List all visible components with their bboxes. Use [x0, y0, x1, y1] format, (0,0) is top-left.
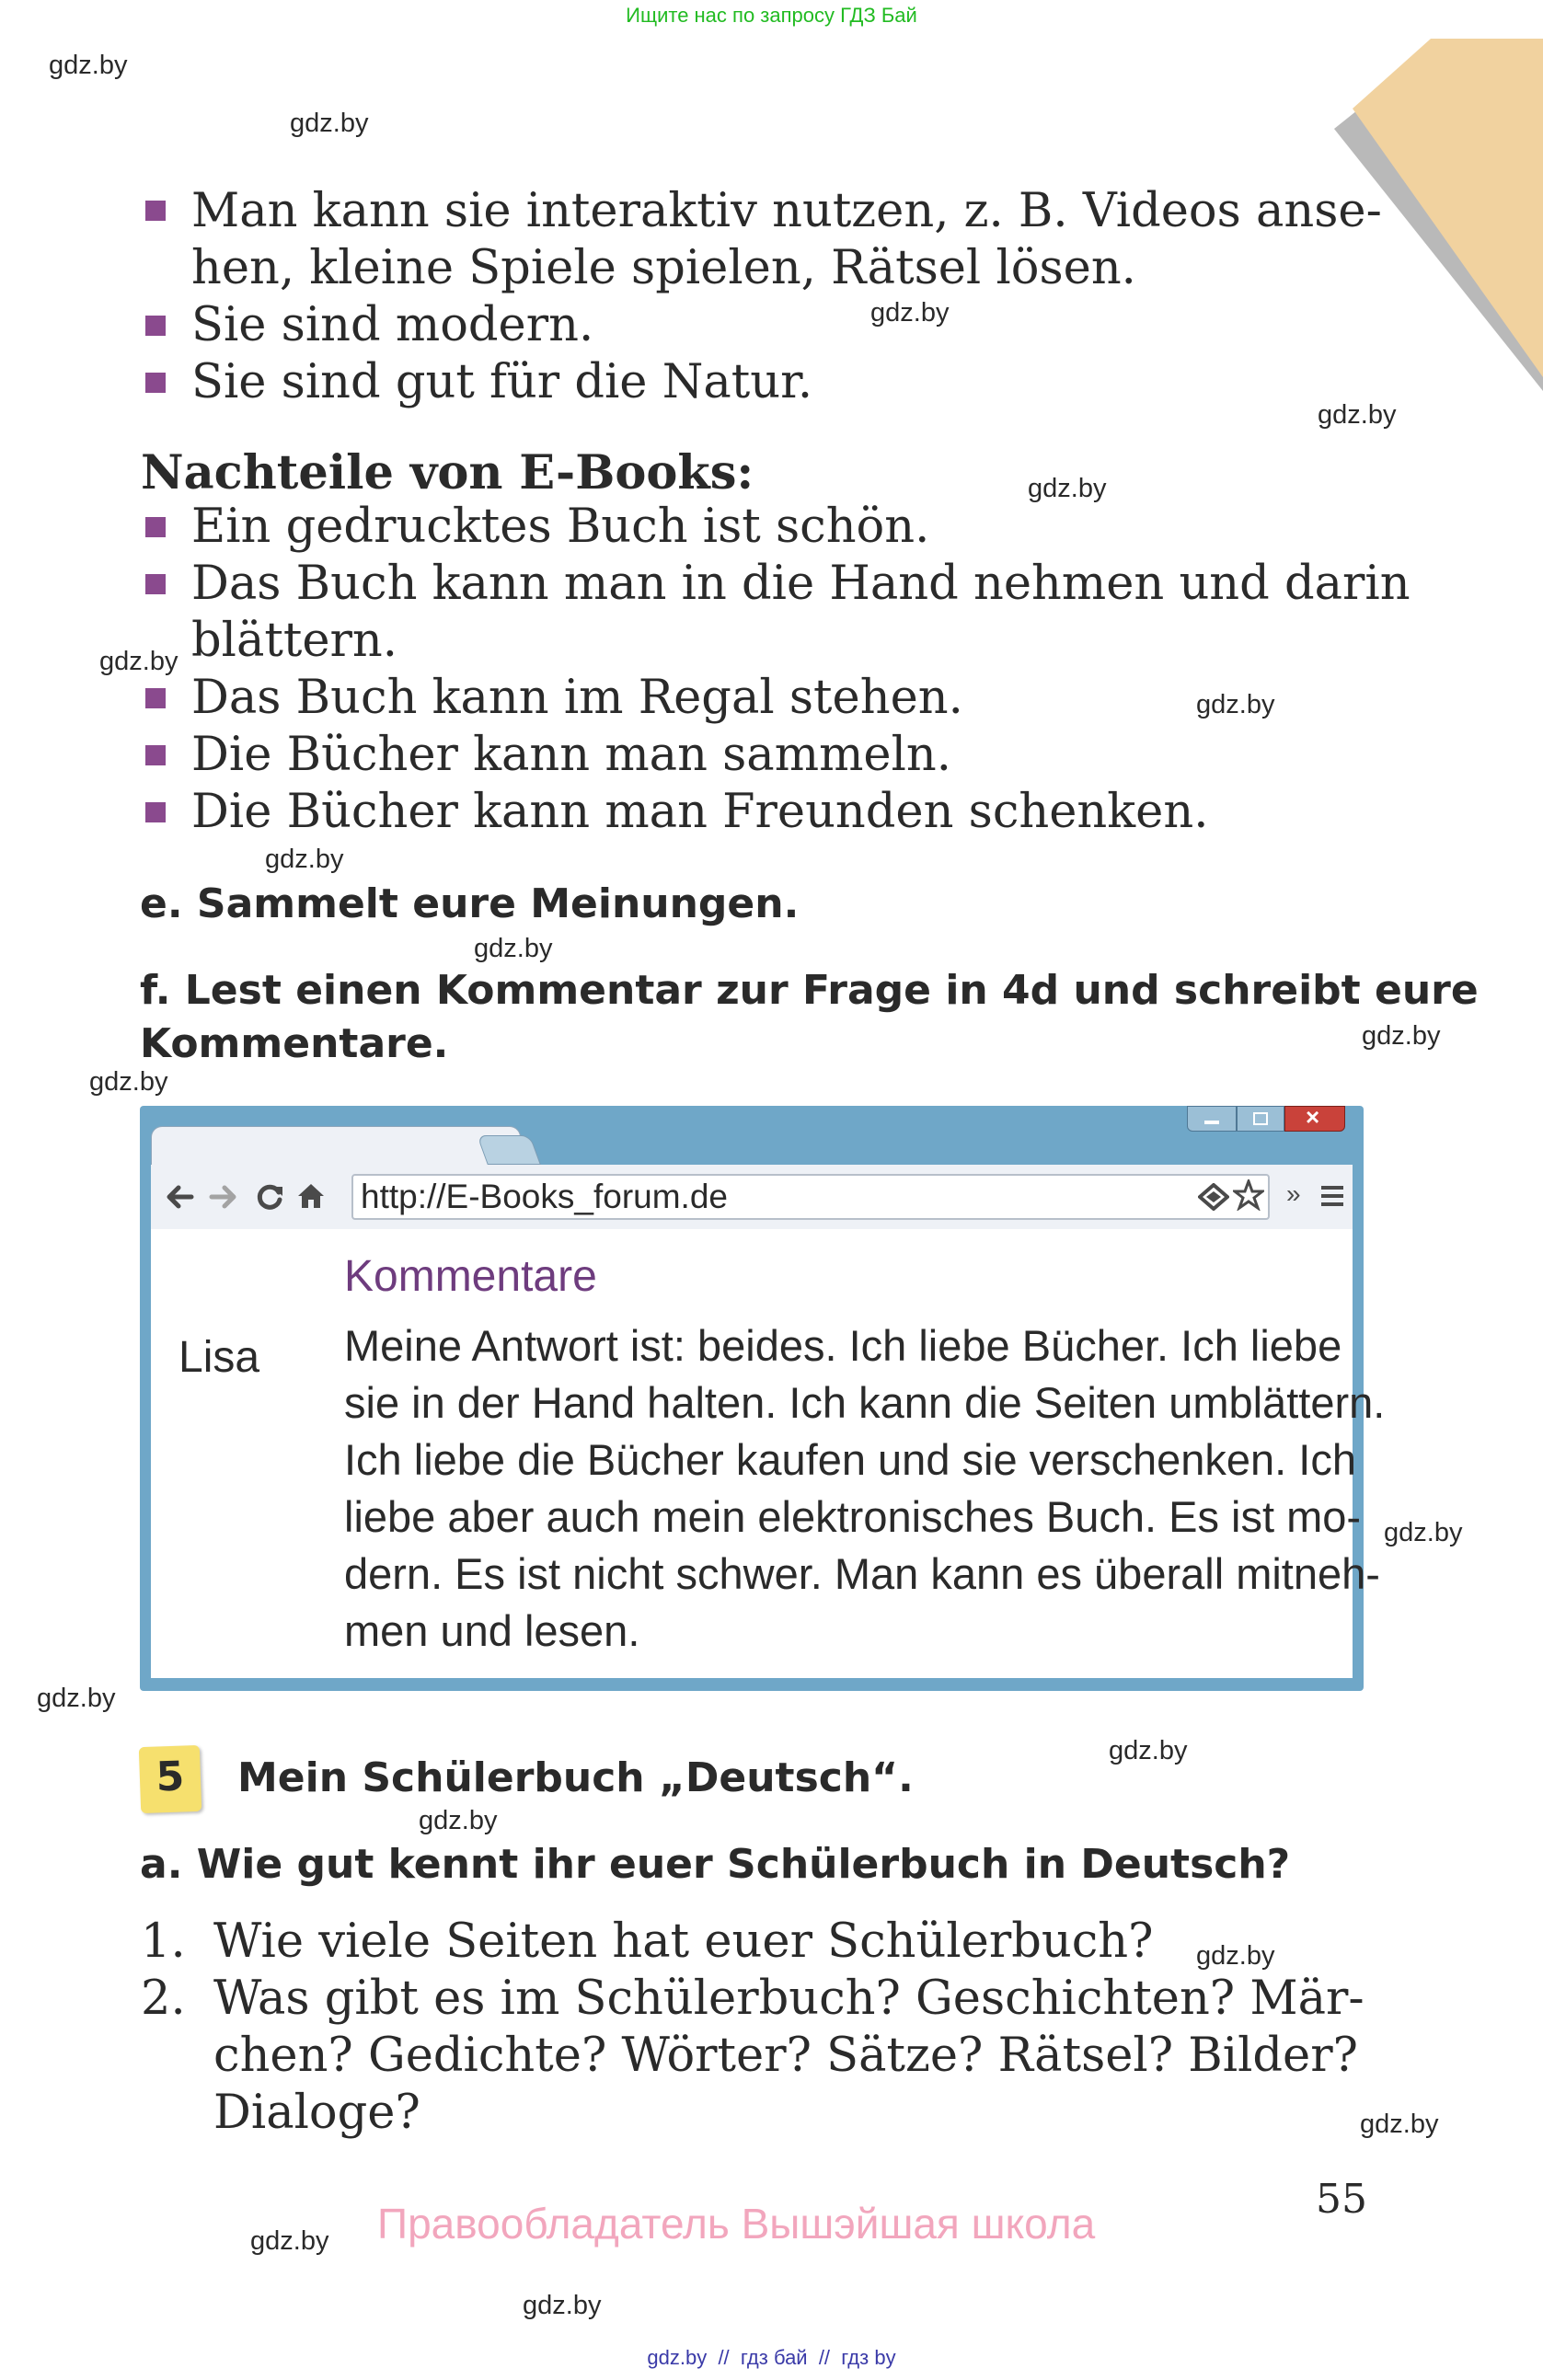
- bullet-square: [145, 574, 166, 594]
- browser-toolbar: [151, 1165, 1353, 1230]
- list-item-line: Die Bücher kann man sammeln.: [191, 728, 951, 782]
- bullet-square: [145, 745, 166, 765]
- watermark: gdz.by: [474, 934, 553, 963]
- bullet-square: [145, 316, 166, 336]
- reload-icon[interactable]: [254, 1181, 285, 1213]
- extensions-chevron-icon[interactable]: »: [1286, 1179, 1301, 1208]
- browser-content: [151, 1229, 1386, 1678]
- bullet-square: [145, 517, 166, 537]
- task-f-line2: Kommentare.: [140, 1020, 449, 1067]
- copyright-notice: Правообладатель Вышэйшая школа: [377, 2200, 1096, 2248]
- watermark: gdz.by: [1362, 1021, 1441, 1051]
- list-item-line: Das Buch kann man in die Hand nehmen und darin: [191, 557, 1411, 611]
- exercise-title: Mein Schülerbuch „Deutsch“.: [237, 1754, 914, 1801]
- address-bar-url: http://E-Books_forum.de: [361, 1178, 728, 1215]
- site-info-icon[interactable]: [1198, 1183, 1229, 1211]
- top-search-note: Ищите нас по запросу ГДЗ Бай: [626, 4, 917, 27]
- question-line: chen? Gedichte? Wörter? Sätze? Rätsel? Bilder?: [213, 2029, 1358, 2083]
- menu-icon[interactable]: [1319, 1183, 1345, 1209]
- watermark: gdz.by: [523, 2291, 602, 2320]
- page-number: 55: [1316, 2176, 1367, 2223]
- list-item-line: Das Buch kann im Regal stehen.: [191, 671, 963, 725]
- watermark: gdz.by: [1196, 1941, 1275, 1971]
- watermark: gdz.by: [89, 1067, 168, 1097]
- comments-title: Kommentare: [344, 1252, 597, 1301]
- comment-line: liebe aber auch mein elektronisches Buch. Es ist mo-: [344, 1492, 1362, 1541]
- exercise-sub-a: a. Wie gut kennt ihr euer Schülerbuch in Deutsch?: [140, 1841, 1291, 1888]
- address-bar[interactable]: [351, 1174, 1270, 1220]
- window-controls: [1187, 1103, 1345, 1133]
- bottom-links[interactable]: gdz.by // гдз бай // гдз by: [647, 2346, 896, 2369]
- watermark: gdz.by: [1384, 1518, 1463, 1547]
- list-item-line: Ein gedrucktes Buch ist schön.: [191, 500, 930, 554]
- home-icon[interactable]: [296, 1181, 326, 1211]
- comment-line: Meine Antwort ist: beides. Ich liebe Bücher. Ich liebe: [344, 1321, 1342, 1370]
- maximize-button[interactable]: [1237, 1106, 1284, 1132]
- list-item-line: Man kann sie interaktiv nutzen, z. B. Videos anse-: [191, 184, 1382, 238]
- watermark: gdz.by: [37, 1684, 116, 1713]
- question-number: 2.: [141, 1972, 186, 2026]
- close-button[interactable]: [1284, 1103, 1345, 1132]
- browser-tab-active[interactable]: [151, 1126, 521, 1166]
- section-heading-nachteile: Nachteile von E-Books:: [141, 445, 754, 500]
- bullet-square: [145, 802, 166, 822]
- watermark: gdz.by: [1196, 690, 1275, 719]
- question-line: Was gibt es im Schülerbuch? Geschichten? Mär-: [213, 1972, 1365, 2026]
- bullet-square: [145, 688, 166, 708]
- star-icon[interactable]: [1233, 1179, 1264, 1211]
- watermark: gdz.by: [1109, 1736, 1188, 1765]
- comment-line: men und lesen.: [344, 1606, 640, 1655]
- list-item-line: hen, kleine Spiele spielen, Rätsel lösen.: [191, 241, 1136, 295]
- forward-arrow-icon[interactable]: [208, 1183, 239, 1211]
- back-arrow-icon[interactable]: [164, 1183, 195, 1211]
- watermark: gdz.by: [99, 647, 178, 676]
- question-number: 1.: [141, 1914, 186, 1969]
- bullet-square: [145, 373, 166, 393]
- browser-new-tab[interactable]: [477, 1135, 541, 1165]
- watermark: gdz.by: [1360, 2110, 1439, 2139]
- watermark: gdz.by: [1318, 400, 1397, 430]
- task-e: e. Sammelt eure Meinungen.: [140, 880, 800, 927]
- watermark: gdz.by: [265, 845, 344, 874]
- watermark: gdz.by: [290, 109, 369, 138]
- list-item-line: blättern.: [191, 614, 397, 668]
- minimize-button[interactable]: [1187, 1106, 1237, 1132]
- list-item-line: Sie sind modern.: [191, 298, 594, 352]
- question-line: Wie viele Seiten hat euer Schülerbuch?: [213, 1914, 1154, 1969]
- comment-line: sie in der Hand halten. Ich kann die Seiten umblättern.: [344, 1378, 1386, 1427]
- question-line: Dialoge?: [213, 2086, 420, 2140]
- watermark: gdz.by: [870, 298, 950, 328]
- watermark: gdz.by: [49, 51, 128, 80]
- comment-line: dern. Es ist nicht schwer. Man kann es überall mitneh-: [344, 1549, 1380, 1598]
- close-icon: ×: [1306, 1103, 1320, 1131]
- bullet-square: [145, 201, 166, 221]
- watermark: gdz.by: [419, 1806, 498, 1835]
- comment-author: Lisa: [178, 1333, 260, 1382]
- comment-line: Ich liebe die Bücher kaufen und sie verschenken. Ich: [344, 1435, 1356, 1484]
- exercise-number-badge: [139, 1745, 202, 1813]
- watermark: gdz.by: [250, 2226, 329, 2256]
- watermark: gdz.by: [1028, 474, 1107, 503]
- browser-window: [140, 1103, 1386, 1691]
- task-f-line1: f. Lest einen Kommentar zur Frage in 4d und schreibt eure: [140, 967, 1479, 1014]
- list-item-line: Die Bücher kann man Freunden schenken.: [191, 785, 1209, 839]
- list-item-line: Sie sind gut für die Natur.: [191, 355, 813, 409]
- exercise-number: 5: [155, 1753, 186, 1801]
